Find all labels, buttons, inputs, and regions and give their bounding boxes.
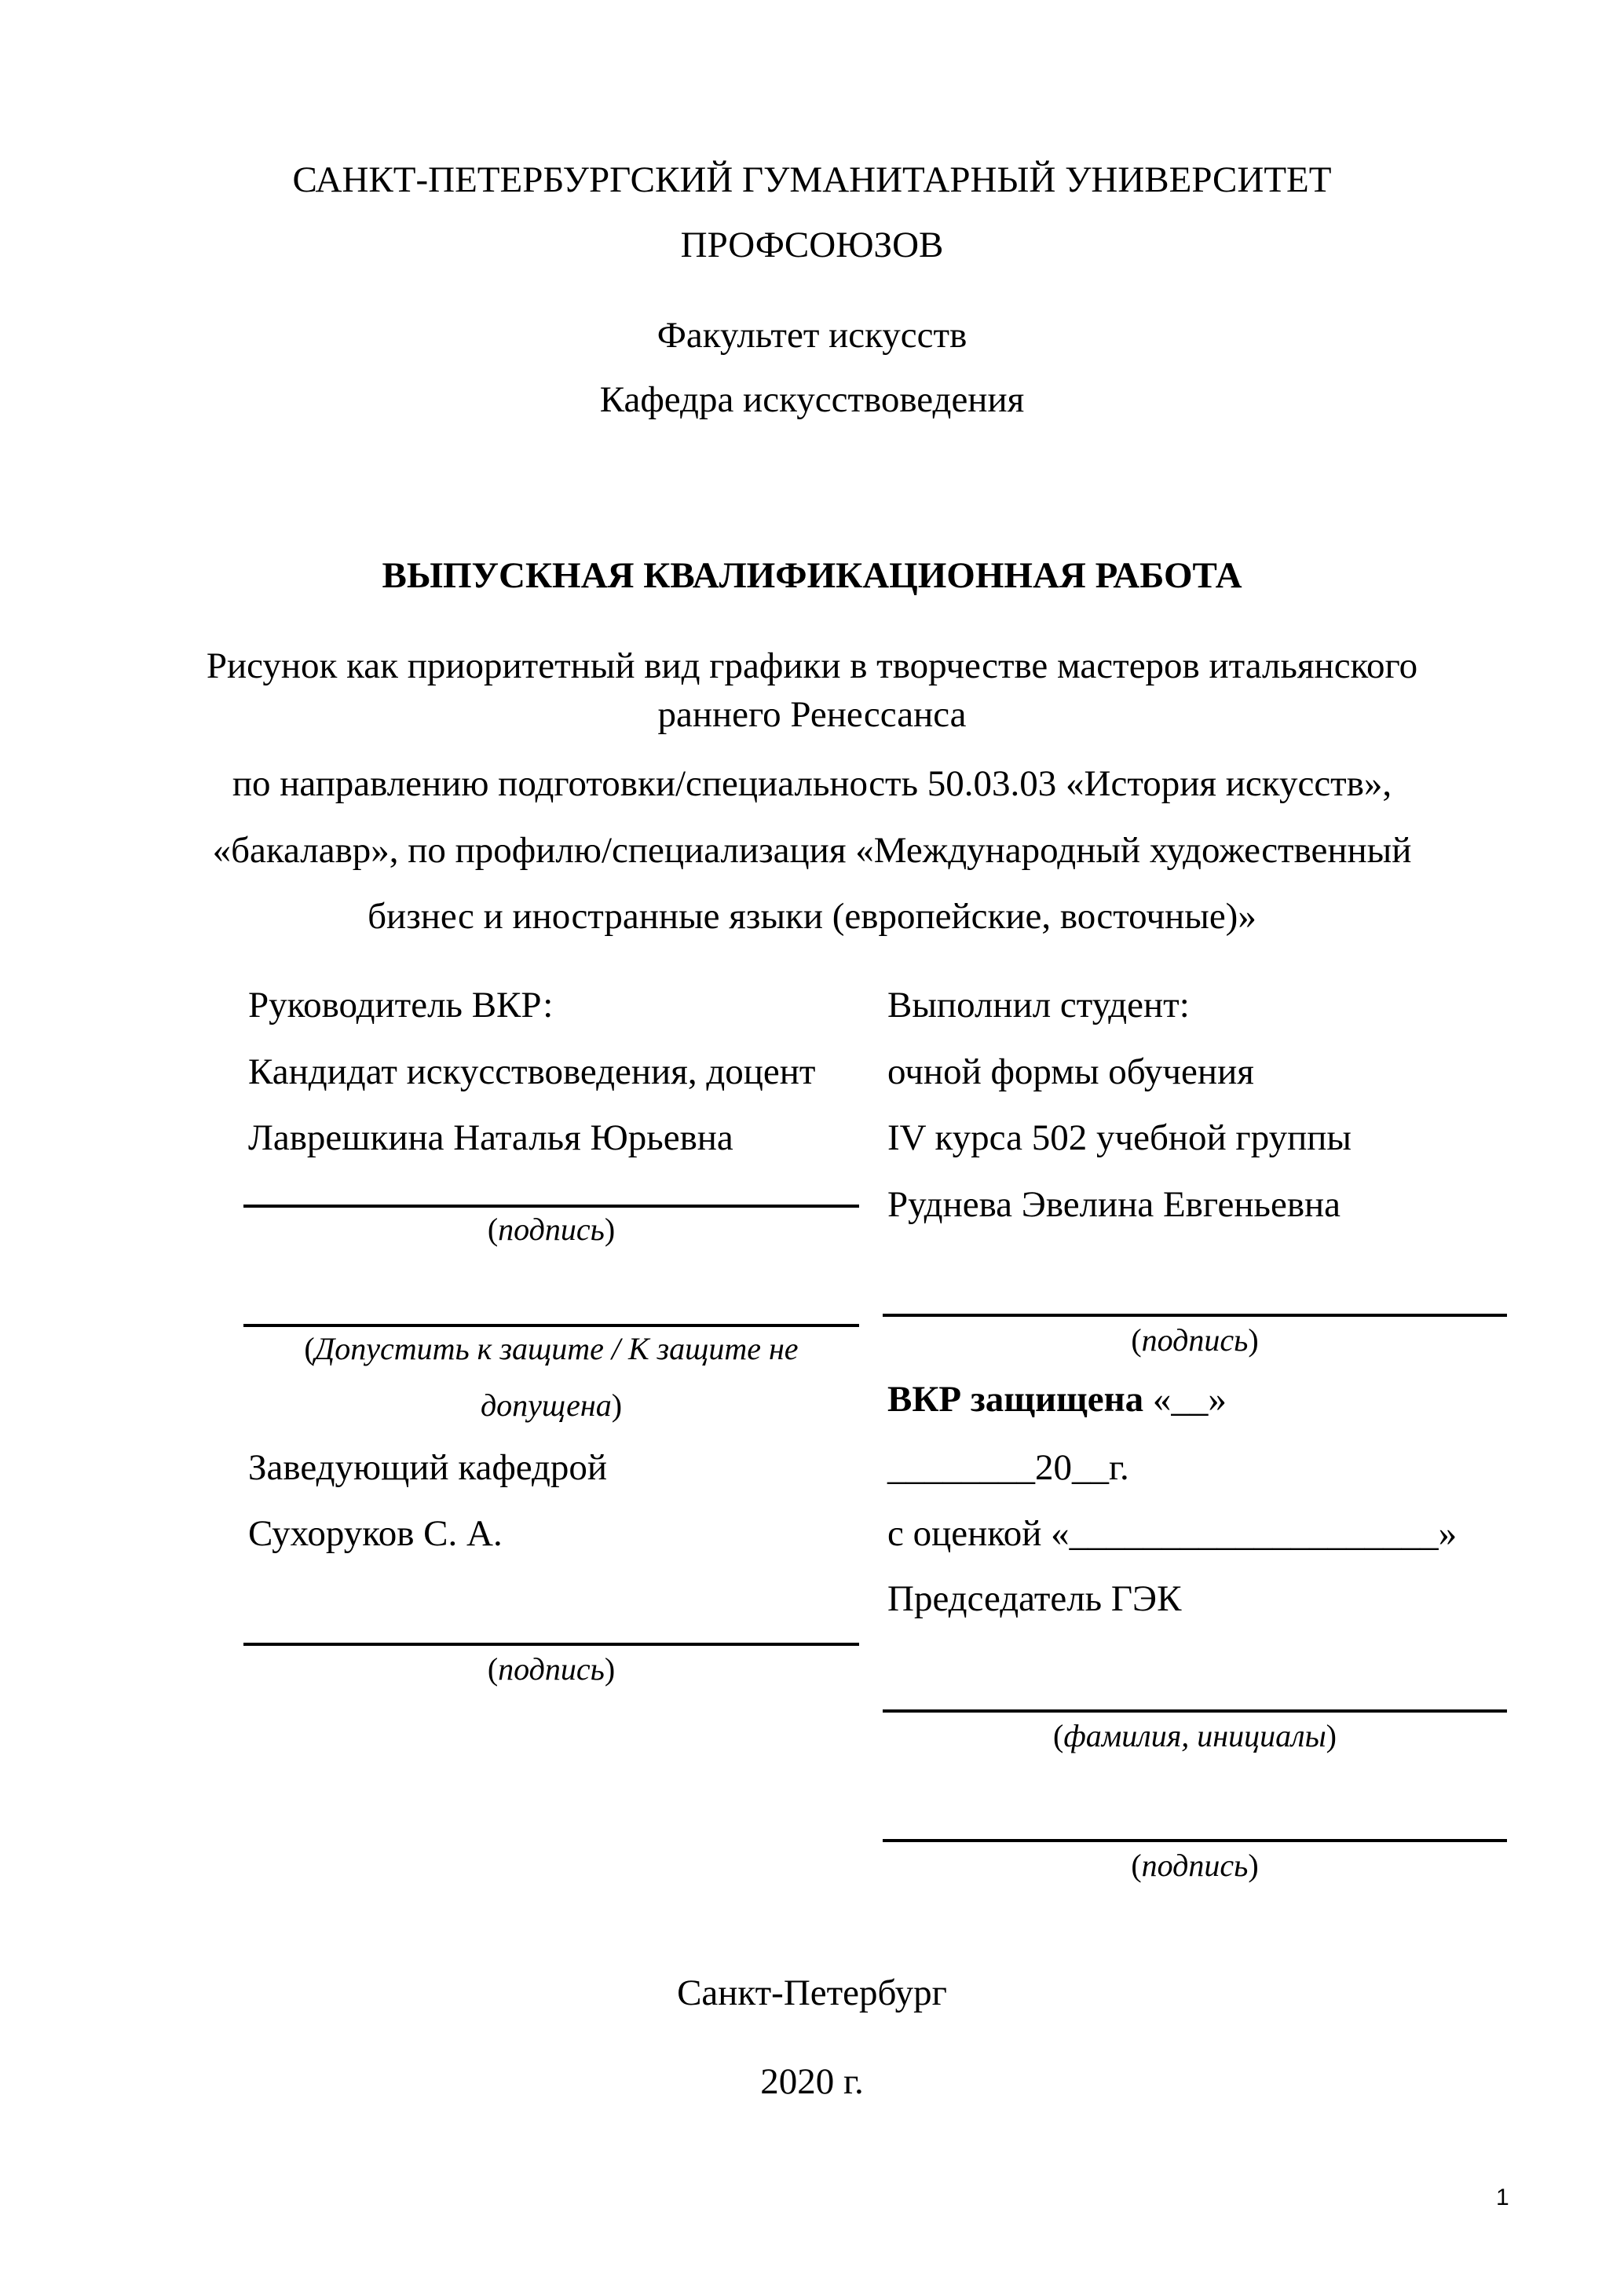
admission-caption-line2: допущена) [480,1387,623,1423]
student-signature-line [883,1314,1507,1317]
course-group: IV курса 502 учебной группы [887,1117,1352,1158]
student-signature-caption: (подпись) [1131,1322,1259,1358]
head-signature-line [243,1643,859,1646]
head-label: Заведующий кафедрой [248,1447,608,1488]
defended-line: ВКР защищена «__» [887,1379,1227,1420]
supervisor-label: Руководитель ВКР: [248,985,554,1026]
admission-caption-line1: (Допустить к защите / К защите не [304,1331,799,1366]
page-number: 1 [1496,2184,1509,2210]
topic-line1: Рисунок как приоритетный вид графики в творчестве мастеров итальянского [206,645,1418,686]
head-name: Сухоруков С. А. [248,1513,503,1554]
year: 2020 г. [760,2061,864,2102]
supervisor-name: Лаврешкина Наталья Юрьевна [248,1117,733,1158]
date-line: ________20__г. [887,1447,1129,1488]
chairman-signature-caption: (подпись) [1131,1848,1259,1883]
faculty: Факультет искусств [657,315,967,356]
chairman-name-caption: (фамилия, инициалы) [1053,1718,1337,1753]
university-name-line1: САНКТ-ПЕТЕРБУРГСКИЙ ГУМАНИТАРНЫЙ УНИВЕРСИТЕТ [292,159,1332,200]
student-label: Выполнил студент: [887,985,1190,1026]
direction-line2: «бакалавр», по профилю/специализация «Международный художественный [212,830,1412,871]
head-signature-caption: (подпись) [487,1651,616,1687]
city: Санкт-Петербург [677,1972,947,2013]
chairman-signature-line [883,1839,1507,1842]
chairman-name-line [883,1709,1507,1713]
department: Кафедра искусствоведения [599,379,1025,420]
direction-line3: бизнес и иностранные языки (европейские, восточные)» [368,896,1256,937]
direction-line1: по направлению подготовки/специальность 50.03.03 «История искусств», [232,763,1392,804]
study-form: очной формы обучения [887,1051,1254,1092]
chairman-label: Председатель ГЭК [887,1578,1182,1619]
supervisor-title: Кандидат искусствоведения, доцент [248,1051,816,1092]
supervisor-signature-caption: (подпись) [487,1212,616,1247]
work-type-heading: ВЫПУСКНАЯ КВАЛИФИКАЦИОННАЯ РАБОТА [382,555,1242,596]
topic-line2: раннего Ренессанса [657,694,967,735]
student-name: Руднева Эвелина Евгеньевна [887,1184,1341,1225]
grade-line: с оценкой «____________________» [887,1513,1458,1554]
university-name-line2: ПРОФСОЮЗОВ [680,225,944,265]
